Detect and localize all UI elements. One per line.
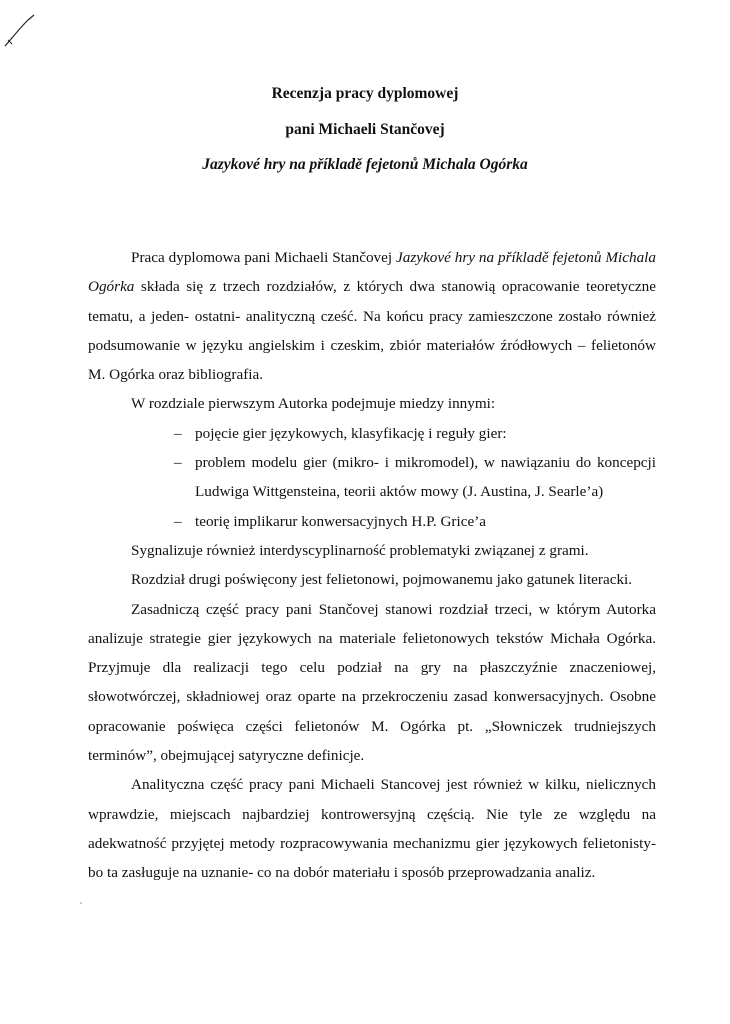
list-item — [88, 448, 656, 507]
document-title: Recenzja pracy dyplomowej — [271, 85, 459, 102]
scan-speck — [80, 902, 82, 904]
list-item — [88, 507, 656, 536]
list-item-text: pojęcie gier językowych, klasyfikację i reguły gier: — [195, 424, 507, 442]
paragraph-interdisciplinary: Sygnalizuje również interdyscyplinarność problematyki związanej z grami. — [131, 541, 589, 559]
list-dash: – — [174, 424, 182, 442]
paragraph-chapter-three: Zasadniczą część pracy pani Stančovej stanowi rozdział trzeci, w którym Autorka analizuje strategie gier językowych na materiale felietonowych tekstów Michała Ogórka. Przyjmuje dla realizacji tego celu podział na gry na płaszczyźnie znaczeniowej, słowotwórczej, składniowej oraz oparte na przekroczeniu zasad konwersacyjnych. Osobne opracowanie poświęca części felietonów M. Ogórka pt. „Słowniczek trudniejszych terminów”, obejmującej satyryczne definicje. — [88, 600, 656, 765]
paragraph-intro-title: Jazykové hry na příkladě fejetonů Michala Ogórka — [88, 249, 656, 296]
list-item-text: teorię implikarur konwersacyjnych H.P. Grice’a — [195, 512, 486, 530]
paragraph-chapter-one: W rozdziale pierwszym Autorka podejmuje miedzy innymi: — [131, 395, 496, 413]
list-item — [88, 419, 656, 448]
list-dash: – — [174, 512, 182, 530]
paragraph-intro — [88, 243, 656, 389]
work-title: Jazykové hry na příkladě fejetonů Michala Ogórka — [202, 156, 528, 173]
paragraph-chapter-two: Rozdział drugi poświęcony jest felietonowi, pojmowanemu jako gatunek literacki. — [131, 571, 633, 589]
paragraph-analysis: Analityczna część pracy pani Michaeli Stancovej jest również w kilku, nielicznych wprawdzie, miejscach najbardziej kontrowersyjną częścią. Nie tyle ze względu na adekwatność przyjętej metody rozpracowywania mechanizmu gier językowych felietonisty- bo ta zasługuje na uznanie- co na dobór materiału i sposób przeprowadzania analiz. — [88, 776, 656, 882]
paragraph-intro-lead: Praca dyplomowa pani Michaeli Stančovej — [131, 249, 397, 266]
list-dash: – — [174, 454, 182, 472]
paragraph-intro-rest: składa się z trzech rozdziałów, z których dwa stanowią opracowanie teoretyczne tematu, a jeden- ostatni- analityczną cześć. Na końcu pracy zamieszczone zostało również podsumowanie w języku angielskim i czeskim, zbiór materiałów źródłowych – felietonów M. Ogórka oraz bibliografia. — [88, 278, 656, 384]
document-subtitle: pani Michaeli Stančovej — [285, 121, 445, 138]
pen-mark-icon — [4, 14, 38, 48]
topics-list — [88, 419, 656, 536]
list-item-text: problem modelu gier (mikro- i mikromodel), w nawiązaniu do koncepcji Ludwiga Wittgensteina, teorii aktów mowy (J. Austina, J. Searle’a) — [195, 454, 656, 501]
review-body — [88, 243, 656, 888]
